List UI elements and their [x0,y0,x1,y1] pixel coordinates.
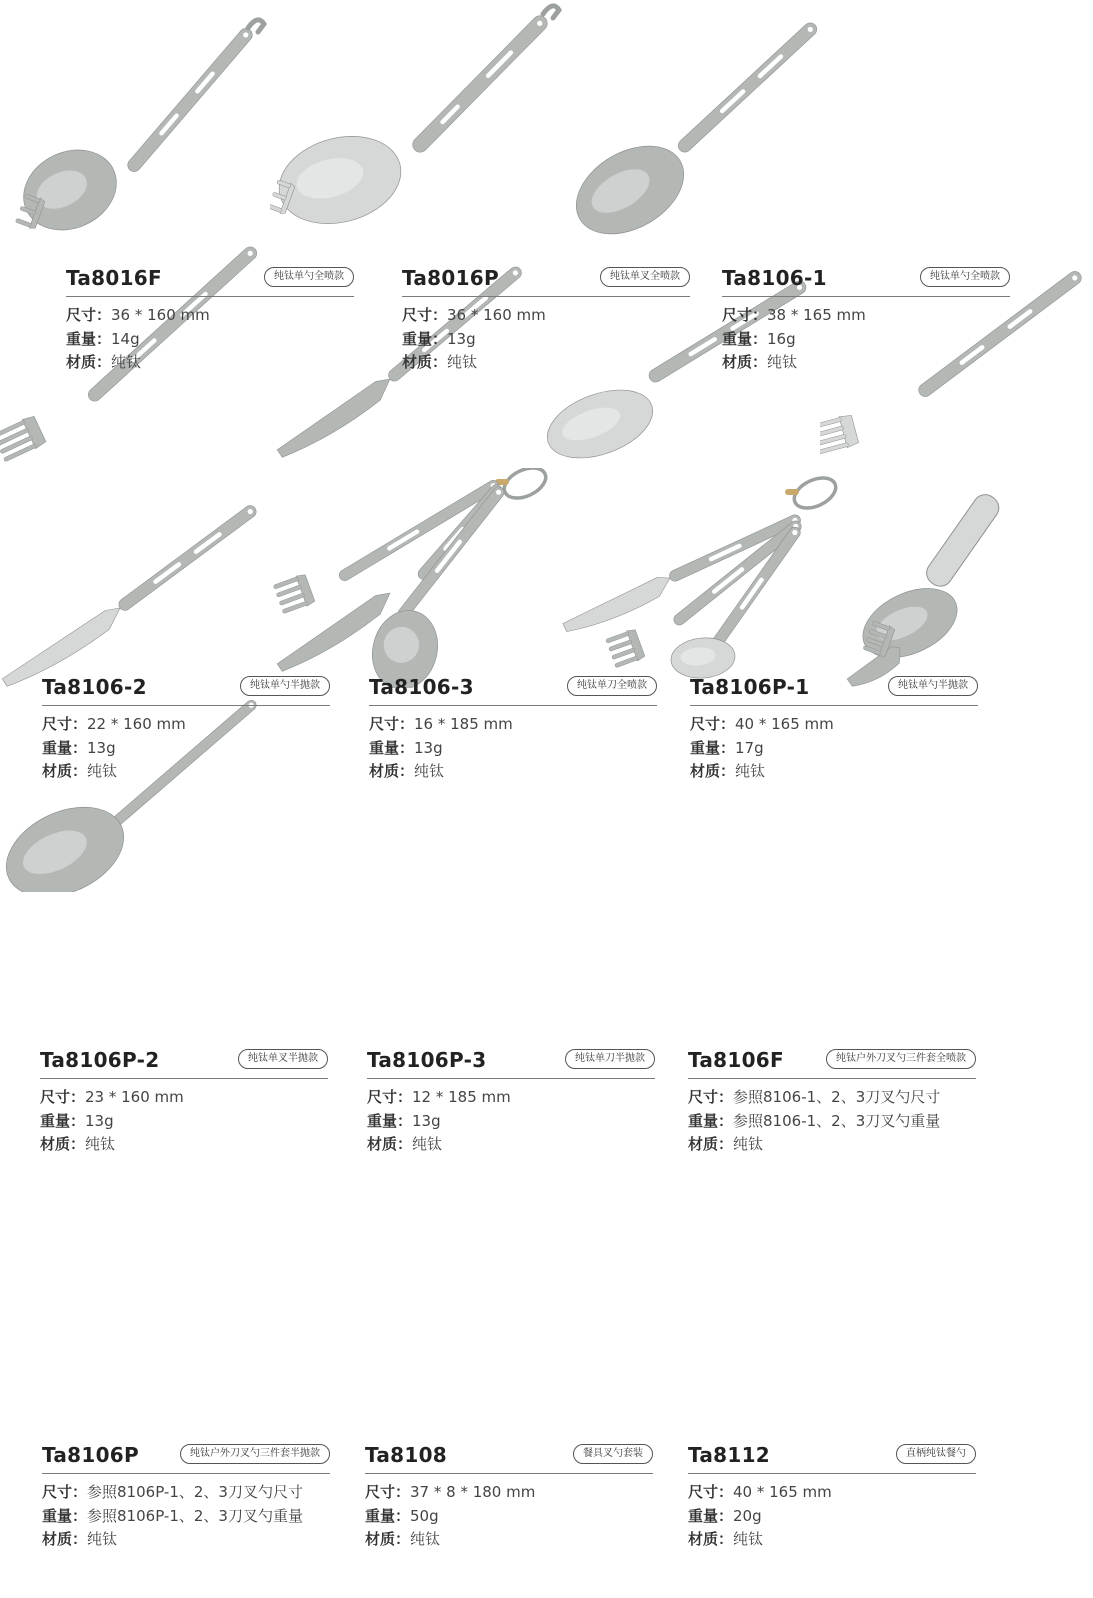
product-code: Ta8016F [66,266,162,290]
product-code: Ta8106-3 [369,675,474,699]
product-code: Ta8112 [688,1443,771,1467]
product-tag-badge: 纯钛单叉半抛款 [238,1049,328,1069]
material-value: 纯钛 [733,1530,764,1548]
product-code: Ta8108 [365,1443,448,1467]
weight-value: 参照8106P-1、2、3刀叉勺重量 [87,1506,303,1525]
size-value: 36 * 160 mm [447,306,546,324]
product-code: Ta8106-1 [722,266,827,290]
product-code: Ta8106F [688,1048,784,1072]
weight-label: 重量： [688,1111,734,1130]
size-label: 尺寸： [402,306,448,324]
weight-value: 13g [447,329,476,348]
size-label: 尺寸： [365,1483,411,1501]
product-header [688,1048,976,1079]
product-specs [402,304,546,375]
material-value: 纯钛 [87,1530,118,1548]
folding-spork-icon [840,478,1040,688]
weight-label: 重量： [66,329,112,348]
size-value: 40 * 165 mm [733,1483,832,1501]
polished-cutlery-set-icon [560,473,840,688]
product-header [66,266,354,297]
material-value: 纯钛 [412,1135,443,1153]
weight-label: 重量： [40,1111,86,1130]
size-value: 22 * 160 mm [87,715,186,733]
material-label: 材质： [722,353,768,371]
material-value: 纯钛 [85,1135,116,1153]
polished-knife-icon [0,498,270,688]
size-value: 38 * 165 mm [767,306,866,324]
product-specs [369,713,513,784]
size-value: 参照8106P-1、2、3刀叉勺尺寸 [87,1483,303,1501]
size-label: 尺寸： [367,1088,413,1106]
size-value: 参照8106-1、2、3刀叉勺尺寸 [733,1088,941,1106]
weight-label: 重量： [369,738,415,757]
size-label: 尺寸： [688,1088,734,1106]
size-label: 尺寸： [40,1088,86,1106]
weight-value: 50g [410,1506,439,1525]
material-value: 纯钛 [410,1530,441,1548]
size-label: 尺寸： [66,306,112,324]
product-header [42,675,330,706]
size-value: 16 * 185 mm [414,715,513,733]
product-specs [688,1086,940,1157]
size-value: 23 * 160 mm [85,1088,184,1106]
material-value: 纯钛 [735,762,766,780]
material-label: 材质： [365,1530,411,1548]
product-specs [690,713,834,784]
product-specs [367,1086,511,1157]
size-label: 尺寸： [688,1483,734,1501]
weight-label: 重量： [365,1506,411,1525]
material-label: 材质： [40,1135,86,1153]
spork-with-hook-icon [0,10,270,235]
product-specs [365,1481,535,1552]
product-header [367,1048,655,1079]
product-tag-badge: 纯钛户外刀叉勺三件套全喷款 [826,1049,976,1069]
weight-value: 13g [412,1111,441,1130]
weight-value: 13g [414,738,443,757]
product-tag-badge: 纯钛户外刀叉勺三件套半抛款 [180,1444,330,1464]
product-header [365,1443,653,1474]
product-specs [688,1481,832,1552]
size-value: 37 * 8 * 180 mm [410,1483,536,1501]
material-value: 纯钛 [733,1135,764,1153]
material-label: 材质： [42,1530,88,1548]
product-code: Ta8106P-1 [690,675,810,699]
size-value: 40 * 165 mm [735,715,834,733]
material-label: 材质： [690,762,736,780]
product-header [369,675,657,706]
weight-value: 13g [87,738,116,757]
weight-label: 重量： [42,738,88,757]
weight-value: 16g [767,329,796,348]
product-tag-badge: 纯钛单勺半抛款 [240,676,330,696]
weight-value: 参照8106-1、2、3刀叉勺重量 [733,1111,941,1130]
material-label: 材质： [402,353,448,371]
product-code: Ta8106-2 [42,675,147,699]
material-value: 纯钛 [111,353,142,371]
weight-label: 重量： [722,329,768,348]
product-tag-badge: 直柄纯钛餐勺 [896,1444,976,1464]
product-tag-badge: 纯钛单叉全喷款 [600,267,690,287]
product-tag-badge: 纯钛单刀全喷款 [567,676,657,696]
product-specs [42,1481,303,1552]
weight-label: 重量： [690,738,736,757]
material-label: 材质： [66,353,112,371]
product-tag-badge: 纯钛单勺半抛款 [888,676,978,696]
product-header [42,1443,330,1474]
size-label: 尺寸： [369,715,415,733]
spoon-icon [570,10,830,235]
weight-label: 重量： [42,1506,88,1525]
product-tag-badge: 纯钛单勺全喷款 [264,267,354,287]
weight-label: 重量： [688,1506,734,1525]
material-label: 材质： [369,762,415,780]
weight-value: 20g [733,1506,762,1525]
product-tag-badge: 纯钛单刀半抛款 [565,1049,655,1069]
size-value: 12 * 185 mm [412,1088,511,1106]
product-header [722,266,1010,297]
material-value: 纯钛 [87,762,118,780]
product-code: Ta8106P-3 [367,1048,487,1072]
material-label: 材质： [688,1530,734,1548]
material-label: 材质： [367,1135,413,1153]
weight-label: 重量： [402,329,448,348]
product-specs [66,304,210,375]
size-label: 尺寸： [42,715,88,733]
weight-value: 14g [111,329,140,348]
size-label: 尺寸： [722,306,768,324]
product-header [402,266,690,297]
material-label: 材质： [688,1135,734,1153]
weight-value: 17g [735,738,764,757]
weight-label: 重量： [367,1111,413,1130]
weight-value: 13g [85,1111,114,1130]
cutlery-set-icon [270,468,560,688]
material-value: 纯钛 [447,353,478,371]
material-value: 纯钛 [414,762,445,780]
product-header [690,675,978,706]
product-code: Ta8106P-2 [40,1048,160,1072]
product-header [40,1048,328,1079]
polished-spork-with-hook-icon [270,0,570,235]
product-specs [722,304,866,375]
product-specs [40,1086,184,1157]
product-tag-badge: 餐具叉勺套装 [573,1444,653,1464]
product-header [688,1443,976,1474]
size-label: 尺寸： [42,1483,88,1501]
product-specs [42,713,186,784]
material-value: 纯钛 [767,353,798,371]
product-code: Ta8016P [402,266,499,290]
size-value: 36 * 160 mm [111,306,210,324]
product-tag-badge: 纯钛单勺全喷款 [920,267,1010,287]
product-code: Ta8106P [42,1443,139,1467]
size-label: 尺寸： [690,715,736,733]
material-label: 材质： [42,762,88,780]
